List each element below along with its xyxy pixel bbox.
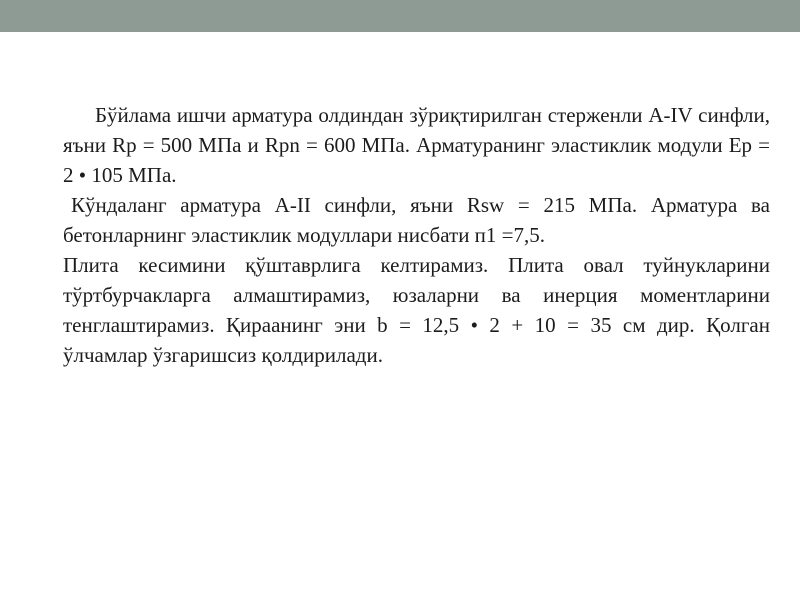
header-band (0, 0, 800, 32)
paragraph-reinforcement-transverse: Кўндаланг арматура А-II синфли, яъни Rsw = 215 МПа. Арматура ва бетонларнинг эластиклик модуллари нисбати п1 =7,5. (63, 193, 770, 247)
slide-body-text (63, 100, 770, 370)
paragraph-slab-section: Плита кесимини қўштаврлига келтирамиз. Плита овал туйнукларини тўртбурчакларга алмаштирамиз, юзаларни ва инерция моментларини тенглаштирамиз. Қираанинг эни b = 12,5 • 2 + 10 = 35 см дир. Қолган ўлчамлар ўзгаришсиз қолдирилади. (63, 253, 770, 367)
paragraph-reinforcement-longitudinal: Бўйлама ишчи арматура олдиндан зўриқтирилган стерженли А-IV синфли, яъни Rp = 500 МПа и Rpn = 600 МПа. Арматуранинг эластиклик модули Ep = 2 • 105 МПа. (63, 103, 770, 187)
